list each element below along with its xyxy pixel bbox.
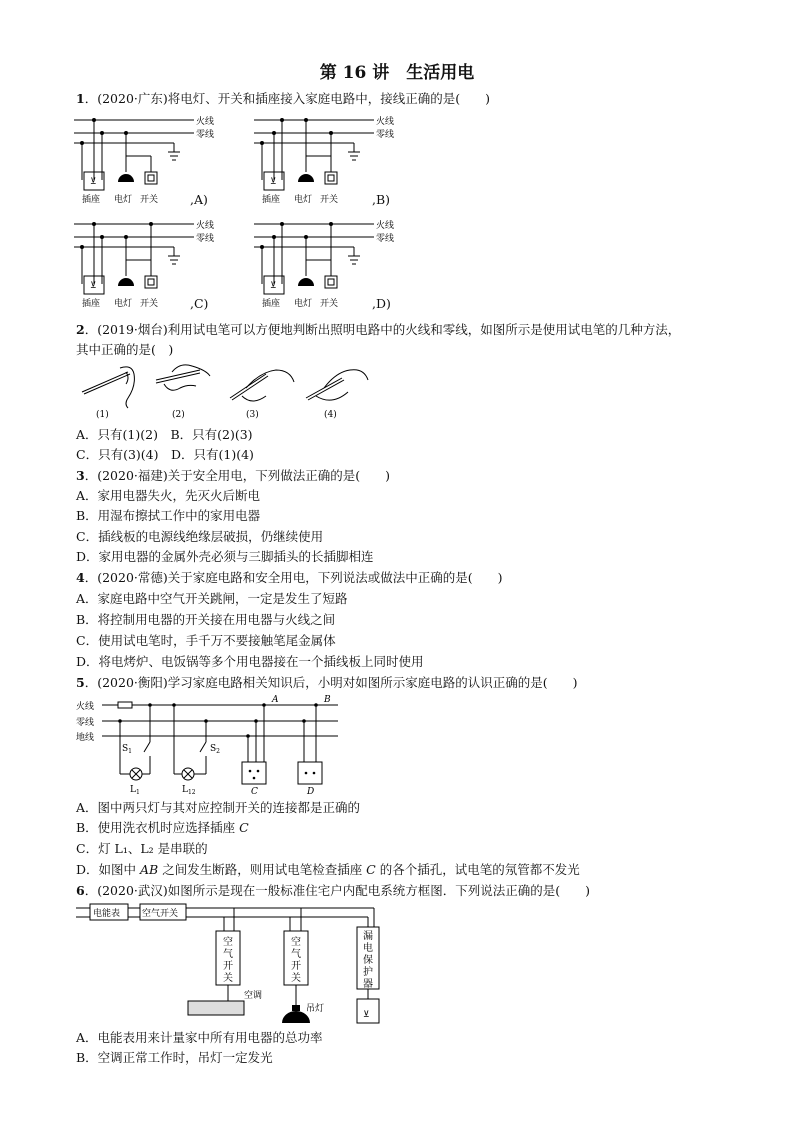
q6-stem [76,883,590,899]
q4-option-b: B．将控制用电器的开关接在用电器与火线之间 [76,612,336,627]
q6-breaker2-char4: 关 [291,973,301,984]
q5-option-a: A．图中两只灯与其对应控制开关的连接都是正确的 [76,800,361,815]
svg-text:⊻: ⊻ [90,281,97,291]
q5-option-c: C．灯 L₁、L₂ 是串联的 [76,841,208,856]
q4-stem-text: ．(2020·常德)关于家庭电路和安全用电，下列说法或做法中正确的是( ) [84,570,503,585]
q1a-lamp-label: 电灯 [114,195,133,205]
svg-text:⊻: ⊻ [270,177,277,187]
q5-stem-text: ．(2020·衡阳)学习家庭电路相关知识后，小明对如图所示家庭电路的认识正确的是( ) [84,675,578,690]
q1a-zero-label: 零线 [196,130,215,140]
q2-pen-images [80,362,380,422]
q6-rcd-char4: 护 [363,967,373,978]
q4-number: 4 [76,570,85,585]
q1-stem-text: ．(2020·广东)将电灯、开关和插座接入家庭电路中，接线正确的是( ) [84,91,490,106]
q6-breaker1-char2: 气 [223,949,233,960]
q2-label-4: (4) [324,410,337,420]
q6-pendant-label: 吊灯 [306,1004,325,1014]
q1c-fire-label: 火线 [196,221,215,231]
q5-option-b: B．使用洗衣机时应选择插座 C [76,820,249,835]
q6-ac-label: 空调 [244,991,263,1001]
q2-stem-2: 其中正确的是( ) [76,342,174,357]
q4-option-a: A．家庭电路中空气开关跳闸，一定是发生了短路 [76,591,348,606]
q6-breaker1-char4: 关 [223,973,233,984]
q1-option-b: ,B) [372,192,391,207]
q2-label-2: (2) [172,410,185,420]
q1b-switch-label: 开关 [320,195,339,205]
q5-socket-c-label: C [251,787,258,797]
q6-rcd-char5: 器 [363,979,373,990]
q1-number: 1 [76,91,85,106]
q5-ground-label: 地线 [76,733,95,743]
q6-rcd-char1: 漏 [363,931,373,942]
q1d-lamp-label: 电灯 [294,299,313,309]
q3-option-c: C．插线板的电源线绝缘层破损，仍继续使用 [76,529,324,544]
q6-main-breaker-label: 空气开关 [142,909,179,919]
q6-option-b: B．空调正常工作时，吊灯一定发光 [76,1050,273,1065]
q1a-socket-label: 插座 [82,195,101,205]
q6-meter-label: 电能表 [93,909,121,919]
q1-option-d: ,D) [372,296,391,311]
q3-stem-text: ．(2020·福建)关于安全用电，下列做法正确的是( ) [84,468,390,483]
q2-stem [76,322,680,338]
svg-text:⊻: ⊻ [363,1010,370,1020]
q5-stem [76,675,578,691]
q3-option-b: B．用湿布擦拭工作中的家用电器 [76,508,261,523]
q6-breaker1-char1: 空 [223,937,233,948]
q1c-lamp-label: 电灯 [114,299,133,309]
q1d-fire-label: 火线 [376,221,395,231]
q5-s2-label: $S_2$ [210,744,220,755]
q6-number: 6 [76,883,85,898]
q5-zero-label: 零线 [76,718,95,728]
q2-label-3: (3) [246,410,259,420]
q5-option-d: D．如图中 AB 之间发生断路，则用试电笔检查插座 C 的各个插孔，试电笔的氖管都不发光 [76,862,580,877]
q1b-lamp-label: 电灯 [294,195,313,205]
q1d-switch-label: 开关 [320,299,339,309]
q1d-socket-label: 插座 [262,299,281,309]
q4-stem [76,570,503,586]
q1-stem [76,91,490,107]
q5-socket-d-label: D [307,787,315,797]
q2-options-cd: C．只有(3)(4) D．只有(1)(4) [76,447,254,462]
q1-option-a: ,A) [190,192,208,207]
q5-s1-label: $S_1$ [122,744,132,755]
q1a-switch-label: 开关 [140,195,159,205]
q2-options-ab: A．只有(1)(2) B．只有(2)(3) [76,427,253,442]
q4-option-d: D．将电烤炉、电饭锅等多个用电器接在一个插线板上同时使用 [76,654,424,669]
q2-label-1: (1) [96,410,109,420]
q6-breaker2-char3: 开 [291,961,301,972]
q6-breaker1-char3: 开 [223,961,233,972]
q6-rcd-char3: 保 [363,955,373,966]
q5-fire-label: 火线 [76,702,95,712]
q6-distribution-diagram [76,903,386,1031]
q3-option-d: D．家用电器的金属外壳必须与三脚插头的长插脚相连 [76,549,374,564]
q1-option-c: ,C) [190,296,209,311]
q3-stem [76,468,390,484]
q3-option-a: A．家用电器失火，先灭火后断电 [76,488,261,503]
q1b-fire-label: 火线 [376,117,395,127]
q6-breaker2-char1: 空 [291,937,301,948]
q1c-switch-label: 开关 [140,299,159,309]
svg-text:⊻: ⊻ [90,177,97,187]
q6-option-a: A．电能表用来计量家中所有用电器的总功率 [76,1030,323,1045]
q1c-socket-label: 插座 [82,299,101,309]
q1d-zero-label: 零线 [376,234,395,244]
q2-stem-text: ．(2019·烟台)利用试电笔可以方便地判断出照明电路中的火线和零线，如图所示是使用试电笔的几种方法， [84,322,681,337]
q5-point-a: A [272,695,279,705]
q5-number: 5 [76,675,85,690]
q6-breaker2-char2: 气 [291,949,301,960]
q5-point-b: B [324,695,331,705]
q1b-zero-label: 零线 [376,130,395,140]
svg-text:⊻: ⊻ [270,281,277,291]
q4-option-c: C．使用试电笔时，手千万不要接触笔尾金属体 [76,633,336,648]
q1b-socket-label: 插座 [262,195,281,205]
q5-l1-label: $L_1$ [130,785,140,796]
q5-circuit-diagram [76,694,346,798]
q1c-zero-label: 零线 [196,234,215,244]
q6-stem-text: ．(2020·武汉)如图所示是现在一般标准住宅户内配电系统方框图．下列说法正确的是( ) [84,883,590,898]
q1a-fire-label: 火线 [196,117,215,127]
q6-rcd-char2: 电 [363,943,373,954]
q5-l2-label: $L_{12}$ [182,785,196,796]
page-title: 第 16 讲 生活用电 [319,63,475,83]
q3-number: 3 [76,468,85,483]
q2-number: 2 [76,322,85,337]
